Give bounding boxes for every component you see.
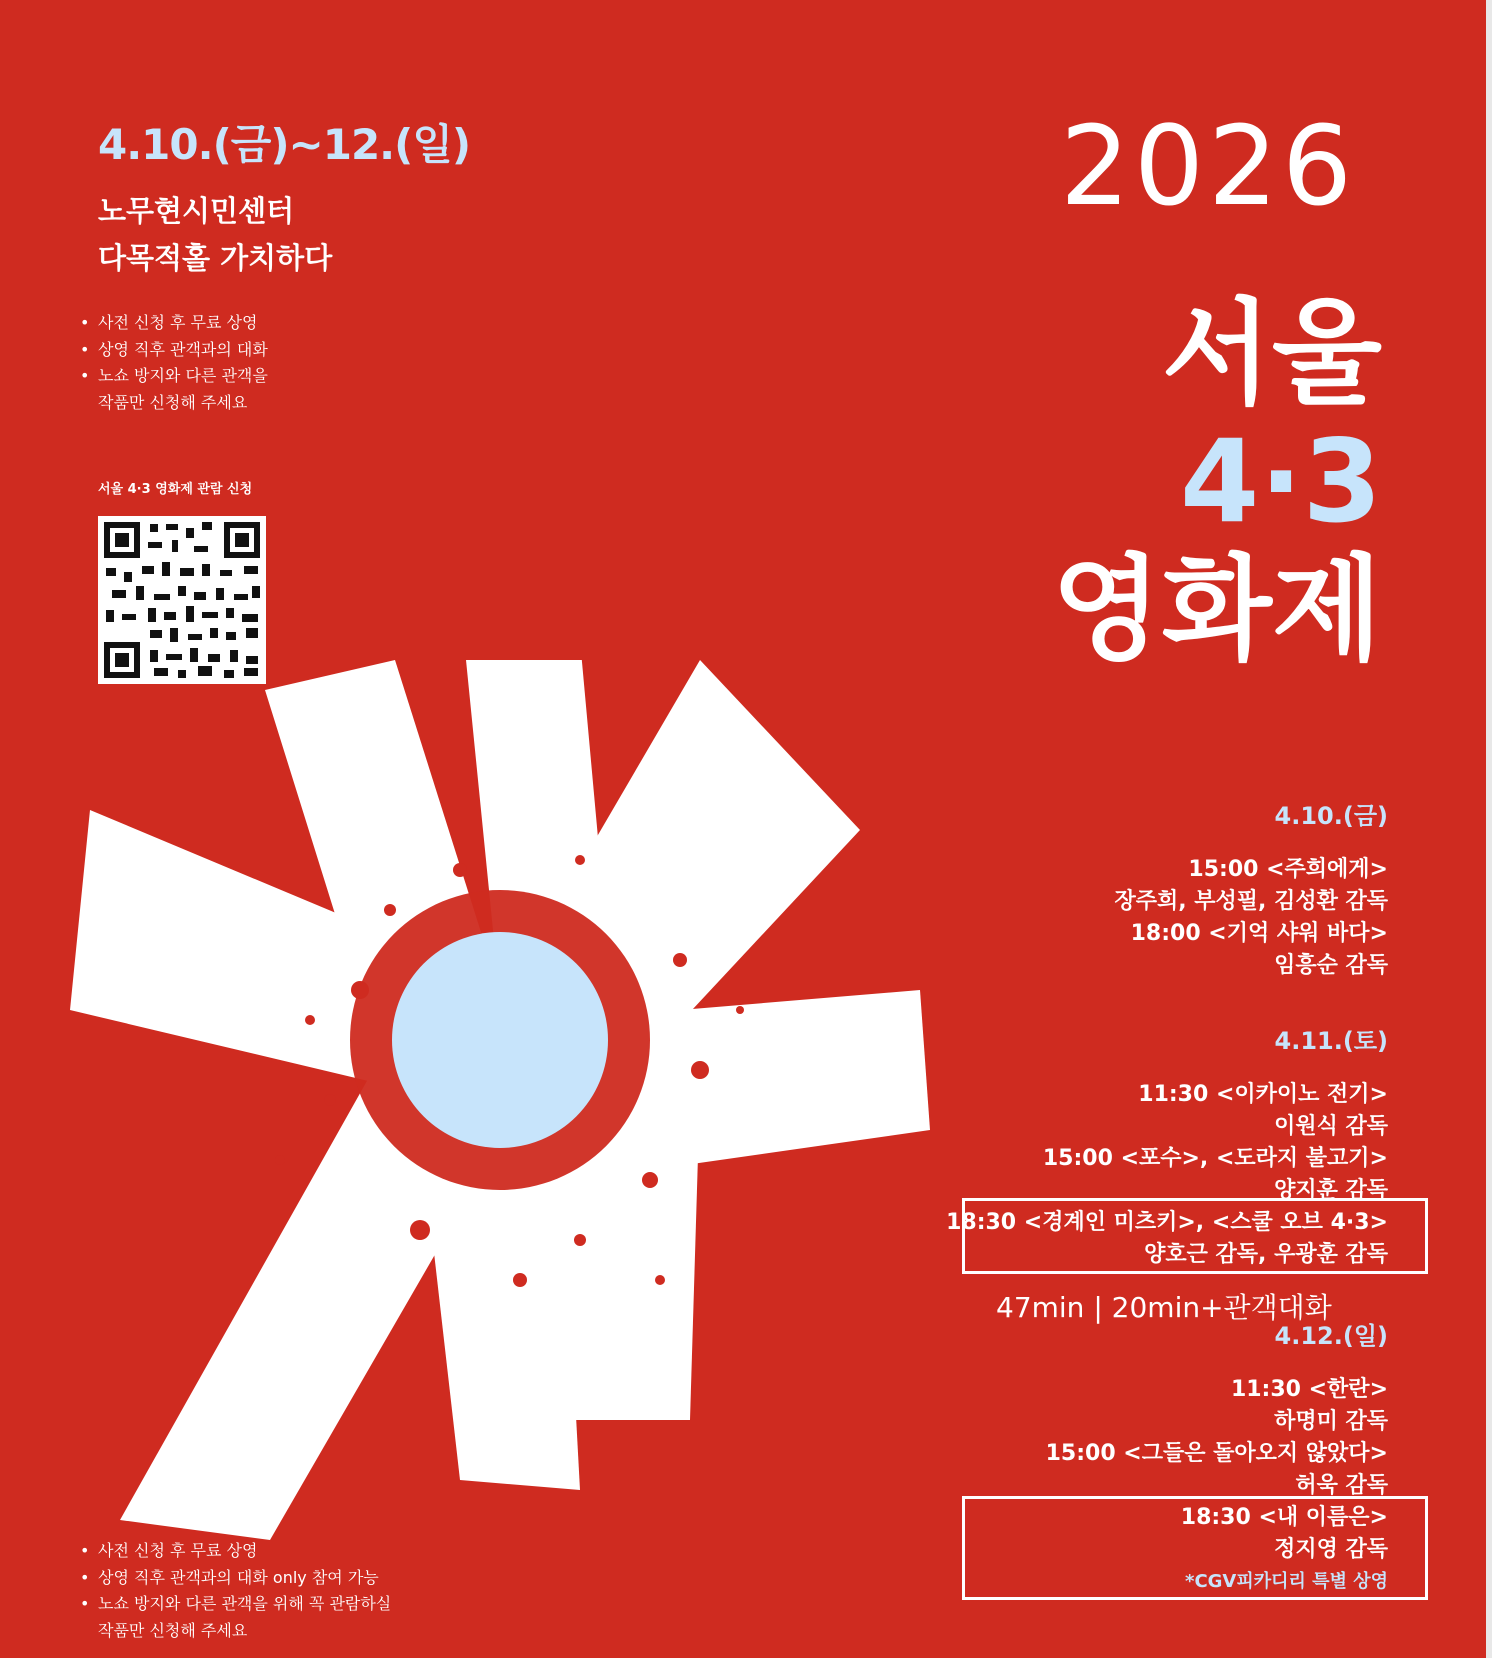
day2-date: 4.11.(토) — [1274, 1027, 1388, 1055]
day2-screening1-title: 11:30 <이카이노 전기> — [1138, 1082, 1388, 1107]
qr-label: 서울 4·3 영화제 관람 신청 — [98, 482, 253, 497]
qr-code[interactable] — [98, 516, 266, 684]
notes-bottom — [80, 1538, 440, 1644]
note-item: • 사전 신청 후 무료 상영 — [80, 310, 340, 337]
day3-highlight-box — [962, 1496, 1428, 1600]
note-item: 작품만 신청해 주세요 — [98, 392, 248, 412]
runtime-info: 47min | 20min+관객대화 — [996, 1291, 1332, 1324]
day2-screening1-director: 이원식 감독 — [1274, 1114, 1388, 1139]
date-range: 4.10.(금)~12.(일) — [98, 120, 471, 169]
note-item: • 사전 신청 후 무료 상영 — [80, 1538, 440, 1565]
notes-top — [80, 310, 340, 416]
title-line2: 4·3 — [1180, 415, 1382, 548]
day1-schedule — [1115, 800, 1388, 982]
note-item: • 노쇼 방지와 다른 관객을 — [80, 363, 340, 390]
special-screening-note: *CGV피카디리 특별 상영 — [1185, 1571, 1388, 1592]
note-item: • 상영 직후 관객과의 대화 — [80, 337, 340, 364]
title-line1: 서울 — [1161, 287, 1382, 420]
festival-title — [1051, 287, 1382, 676]
day1-screening2-director: 임흥순 감독 — [1274, 953, 1388, 978]
year: 2026 — [1060, 102, 1356, 230]
day1-screening1-director: 장주희, 부성필, 김성환 감독 — [1114, 889, 1388, 914]
day3-screening1-title: 11:30 <한란> — [1230, 1377, 1388, 1402]
day2-highlight-box — [962, 1198, 1428, 1274]
flower-graphic — [60, 660, 1000, 1580]
blue-center — [392, 932, 608, 1148]
day3-screening2-director: 허욱 감독 — [1295, 1473, 1388, 1498]
day1-screening1-title: 15:00 <주희에게> — [1188, 857, 1388, 882]
title-line3: 영화제 — [1051, 543, 1382, 676]
note-item: • 노쇼 방지와 다른 관객을 위해 꼭 관람하실 — [80, 1591, 440, 1618]
note-item: • 상영 직후 관객과의 대화 only 참여 가능 — [80, 1565, 440, 1592]
day1-date: 4.10.(금) — [1274, 802, 1388, 830]
day3-screening1-director: 하명미 감독 — [1274, 1409, 1388, 1434]
note-item: 작품만 신청해 주세요 — [98, 1620, 248, 1640]
day3-date: 4.12.(일) — [1274, 1322, 1388, 1350]
day3-screening3-title: 18:30 <내 이름은> — [1180, 1505, 1388, 1530]
day3-screening2-title: 15:00 <그들은 돌아오지 않았다> — [1045, 1441, 1388, 1466]
day1-screening2-title: 18:00 <기억 샤워 바다> — [1130, 921, 1388, 946]
venue-line1: 노무현시민센터 — [98, 194, 295, 228]
venue-line2: 다목적홀 가치하다 — [98, 241, 333, 275]
day2-screening3-title: 18:30 <경계인 미츠키>, <스쿨 오브 4·3> — [946, 1210, 1388, 1235]
venue — [98, 188, 332, 282]
day2-screening2-title: 15:00 <포수>, <도라지 불고기> — [1042, 1146, 1388, 1171]
day2-screening2-director: 양지훈 감독 — [1274, 1178, 1388, 1203]
day2-screening3-director: 양호근 감독, 우광훈 감독 — [1144, 1242, 1388, 1267]
day3-screening3-director: 정지영 감독 — [1274, 1537, 1388, 1562]
